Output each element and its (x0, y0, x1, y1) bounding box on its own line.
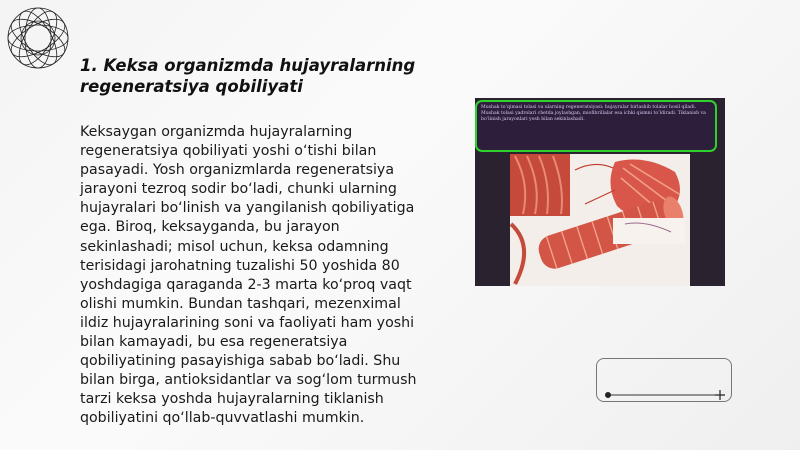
figure-caption-box (475, 100, 717, 152)
slider-end-plus-icon (715, 390, 725, 400)
timeline-slider-widget[interactable] (596, 358, 732, 402)
slide-body-text: Keksaygan organizmda hujayralarning regeneratsiya qobiliyati yoshi o‘tishi bilan pasayadi. Yosh organizmlarda regeneratsiya jarayoni tezroq sodir bo‘ladi, chunki ularning hujayralari bo‘linish va yangilanish qobiliyatiga ega. Biroq, keksayganda, bu jarayon sekinlashadi; misol uchun, keksa odamning terisidagi jarohatning tuzalishi 50 yoshida 80 yoshdagiga qaraganda 2-3 marta ko‘proq vaqt olishi mumkin. Bundan tashqari, mezenximal ildiz hujayralarining soni va faoliyati ham yoshi bilan kamayadi, bu esa regeneratsiya qobiliyatining pasayishiga sabab bo‘ladi. Shu bilan birga, antioksidantlar va sog‘lom turmush tarzi keksa yoshda hujayralarning tiklanish qobiliyatini qo‘llab-quvvatlashi mumkin. (80, 124, 417, 427)
muscle-illustration-image (475, 154, 725, 286)
slide-title: 1. Keksa organizmda hujayralarning regeneratsiya qobiliyati (80, 56, 416, 96)
figure-caption: Mushak to‘qimasi tolasi va ularning regeneratsiyasi: hujayralar birlashib tolalar hosil qiladi. Mushak tolasi yadrolari chetda joylashgan, miofibrillalar esa ichki qismni to‘ldiradi. Tiklanish va bo‘linish jarayonlari yosh bilan sekinlashadi. (481, 105, 706, 122)
rosette-logo-icon (4, 4, 72, 72)
slider-start-handle (605, 392, 611, 398)
muscle-anatomy-figure (475, 98, 725, 286)
